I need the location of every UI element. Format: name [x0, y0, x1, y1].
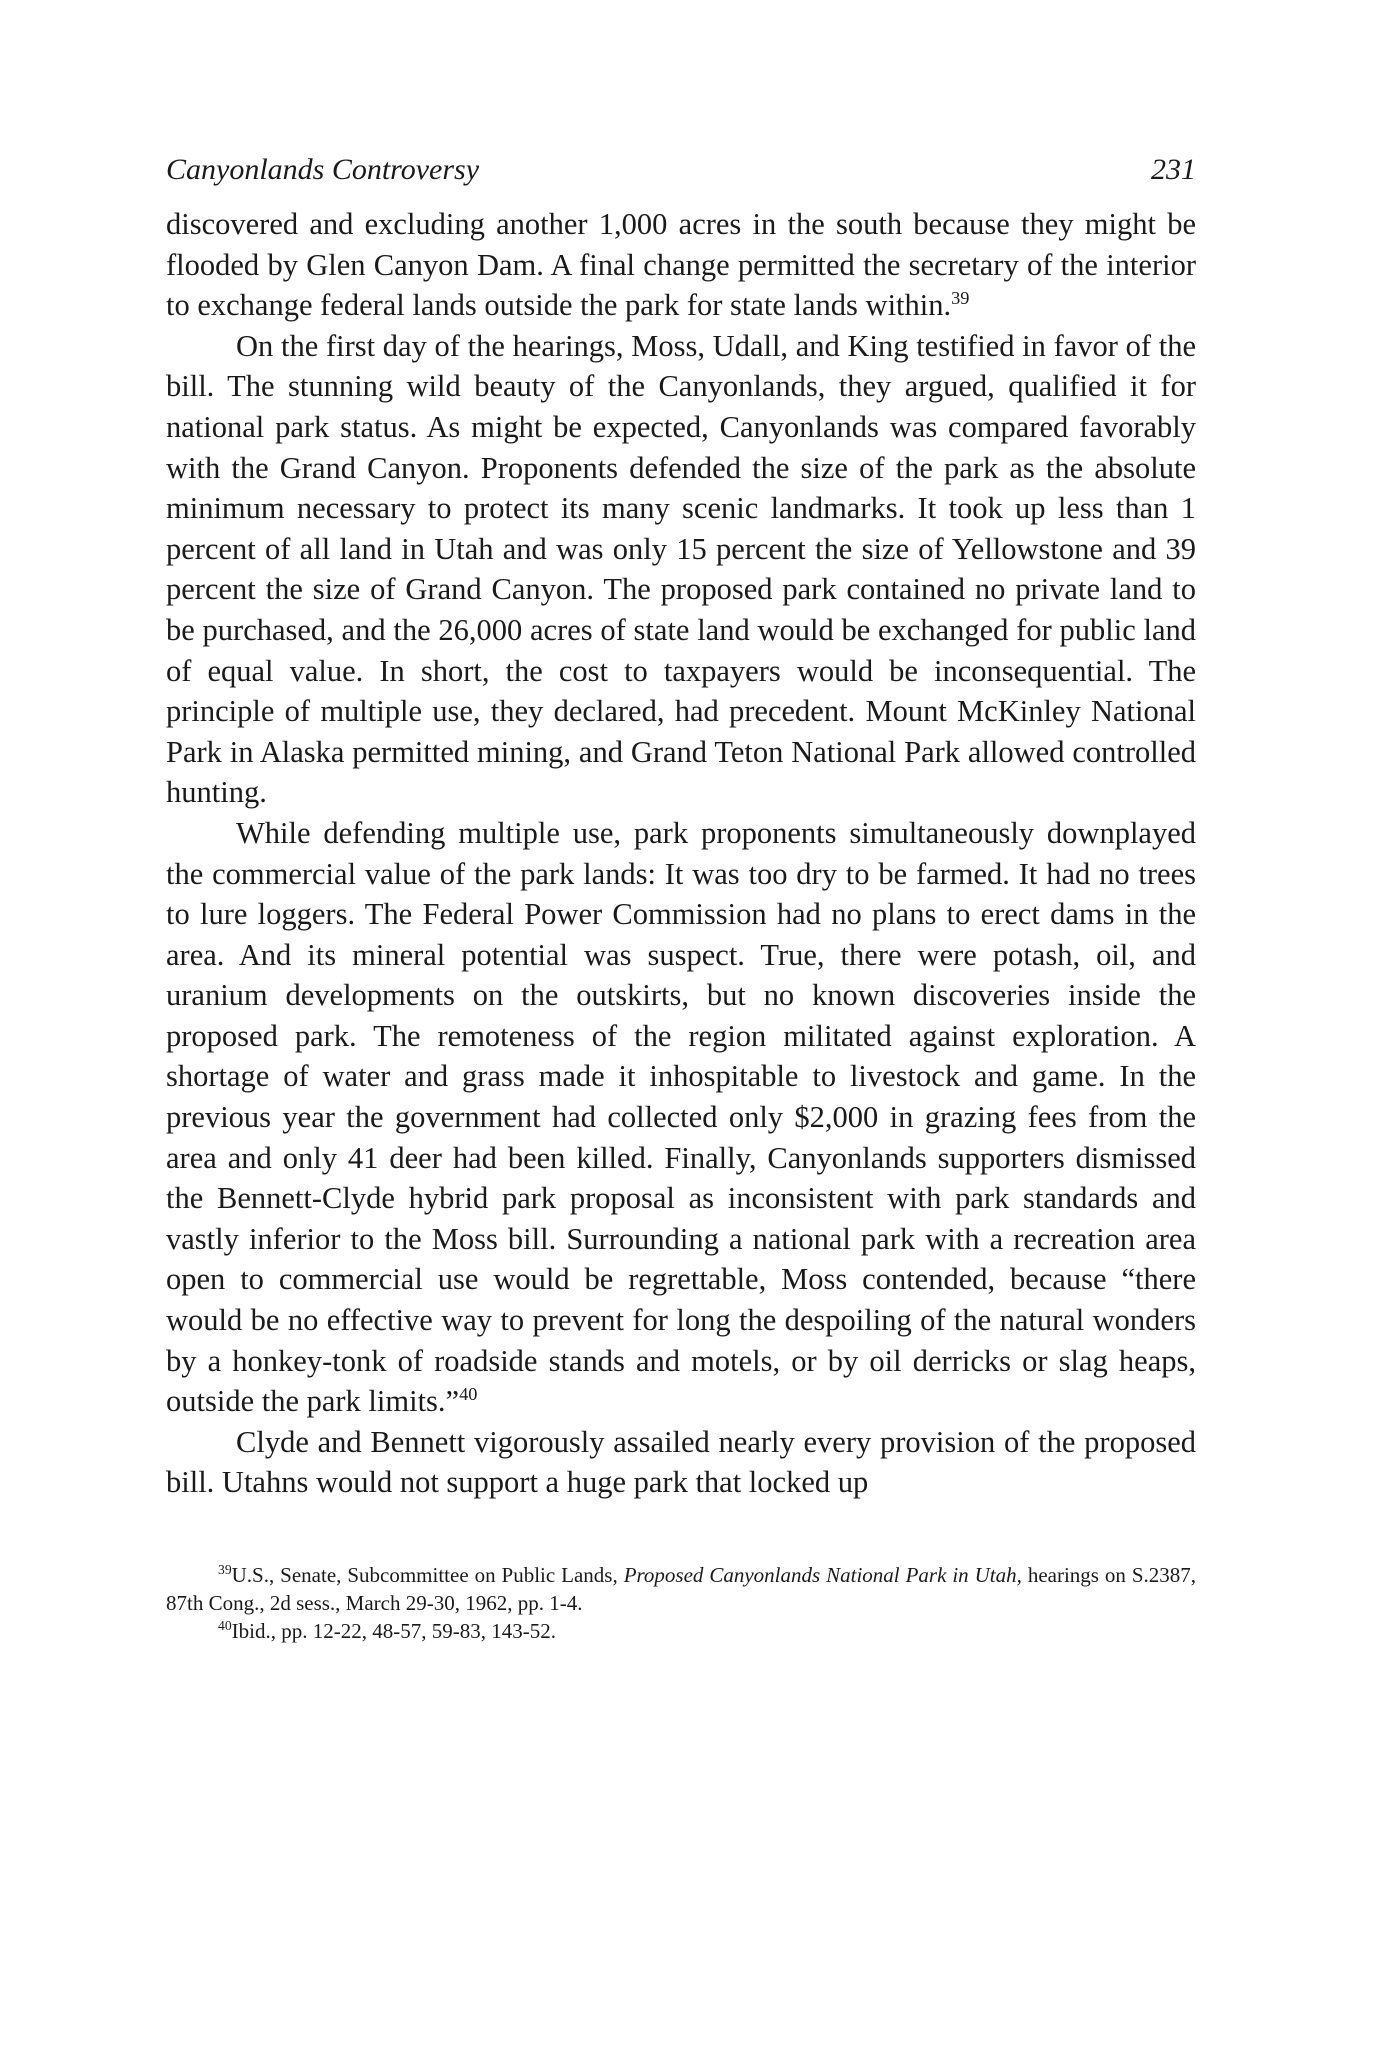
paragraph-1-text: discovered and excluding another 1,000 acres in the south because they might be flooded by Glen Canyon Dam. A final change permitted the secretary of the interior to exchange federal lands outside the park for state lands within. — [166, 207, 1196, 323]
paragraph-2: On the first day of the hearings, Moss, Udall, and King testified in favor of the bill. The stunning wild beauty of the Canyonlands, they argued, qualified it for national park status. As might be expected, Canyonlands was compared favorably with the Grand Canyon. Proponents defended the size of the park as the absolute minimum necessary to protect its many scenic landmarks. It took up less than 1 percent of all land in Utah and was only 15 percent the size of Yellowstone and 39 percent the size of Grand Canyon. The proposed park contained no private land to be purchased, and the 26,000 acres of state land would be exchanged for public land of equal value. In short, the cost to taxpayers would be inconsequential. The principle of multiple use, they declared, had precedent. Mount McKinley National Park in Alaska permitted mining, and Grand Teton National Park allowed controlled hunting. — [166, 328, 1196, 810]
footnote-40-text: Ibid., pp. 12-22, 48-57, 59-83, 143-52. — [231, 1619, 556, 1643]
page-number: 231 — [1151, 153, 1196, 186]
footnote-39-title: Proposed Canyonlands National Park in Utah, — [623, 1563, 1022, 1587]
running-head — [166, 150, 1196, 194]
footnote-39 — [166, 1561, 1196, 1617]
footnote-39-text-a: U.S., Senate, Subcommittee on Public Lands, — [231, 1563, 618, 1587]
paragraph-1 — [166, 204, 1196, 326]
running-head-title: Canyonlands Controversy — [166, 153, 480, 186]
paragraph-3 — [166, 813, 1196, 1422]
footnote-39-text-b: hearings on S.2387, 87th Cong., 2d sess., March 29-30, 1962, pp. 1-4. — [166, 1563, 1197, 1615]
body-text — [166, 204, 1196, 1503]
note-ref-40: 40 — [459, 1384, 478, 1405]
footnote-39-mark: 39 — [218, 1562, 232, 1577]
note-ref-39: 39 — [951, 288, 970, 309]
paragraph-4: Clyde and Bennett vigorously assailed nearly every provision of the proposed bill. Utahns would not support a huge park that locked up — [166, 1424, 1196, 1500]
footnote-40-mark: 40 — [218, 1618, 232, 1633]
footnotes — [166, 1561, 1196, 1645]
book-page — [166, 150, 1196, 1645]
footnote-40 — [166, 1617, 1196, 1645]
paragraph-3-text: While defending multiple use, park proponents simultaneously downplayed the commercial value of the park lands: It was too dry to be farmed. It had no trees to lure loggers. The Federal Power Commission had no plans to erect dams in the area. And its mineral potential was suspect. True, there were potash, oil, and uranium developments on the outskirts, but no known discoveries inside the proposed park. The remoteness of the region militated against exploration. A shortage of water and grass made it inhospitable to livestock and game. In the previous year the government had collected only $2,000 in grazing fees from the area and only 41 deer had been killed. Finally, Canyonlands supporters dismissed the Bennett-Clyde hybrid park proposal as inconsistent with park standards and vastly inferior to the Moss bill. Surrounding a national park with a recreation area open to commercial use would be regrettable, Moss contended, because “there would be no effective way to prevent for long the despoiling of the natural wonders by a honkey-tonk of roadside stands and motels, or by oil derricks or slag heaps, outside the park limits.” — [166, 815, 1196, 1419]
